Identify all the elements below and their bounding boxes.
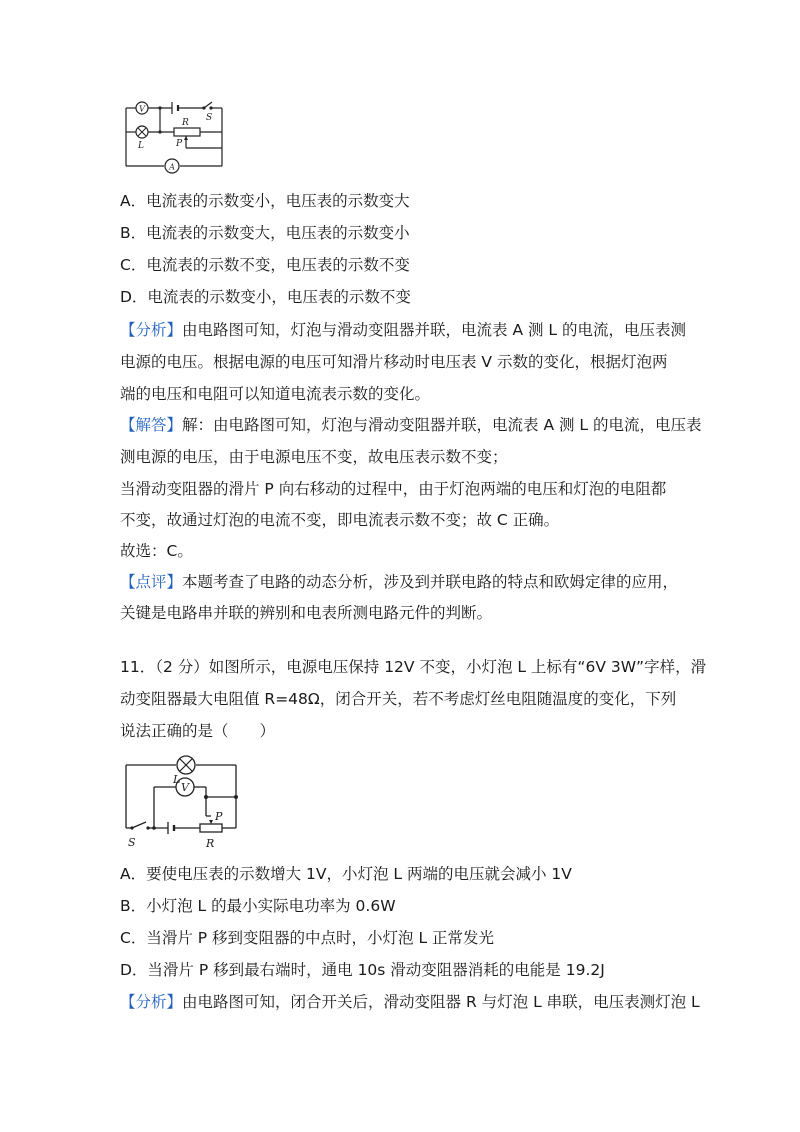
circuit-diagram-2 [118, 752, 248, 852]
q10-solution-line-4: 不变，故通过灯泡的电流不变，即电流表示数不变；故 C 正确。 [120, 511, 560, 529]
q10-option-a: A．电流表的示数变小，电压表的示数变大 [120, 192, 410, 210]
q10-solution-line-5: 故选：C。 [120, 542, 193, 560]
q10-analysis-line-1: 【分析】由电路图可知，灯泡与滑动变阻器并联，电流表 A 测 L 的电流，电压表测 [120, 321, 686, 339]
analysis-tag: 【分析】 [120, 321, 183, 339]
q10-option-b: B．电流表的示数变大，电压表的示数变小 [120, 224, 410, 242]
voltmeter-label: V [181, 781, 189, 794]
slider-label: P [215, 810, 223, 823]
q10-solution-line-3: 当滑动变阻器的滑片 P 向右移动的过程中，由于灯泡两端的电压和灯泡的电阻都 [120, 480, 667, 498]
q10-solution-line-2: 测电源的电压，由于电源电压不变，故电压表示数不变； [120, 448, 508, 466]
lamp-icon [136, 126, 148, 138]
circuit-diagram-1 [118, 96, 238, 176]
resistor-label: R [182, 118, 189, 128]
q10-option-c: C．电流表的示数不变，电压表的示数不变 [120, 256, 410, 274]
comment-tag: 【点评】 [120, 573, 183, 591]
q11-option-b: B．小灯泡 L 的最小实际电功率为 0.6W [120, 897, 396, 915]
ammeter-label: A [169, 162, 175, 172]
q11-analysis-line-1: 【分析】由电路图可知，闭合开关后，滑动变阻器 R 与灯泡 L 串联，电压表测灯泡 L [120, 993, 700, 1011]
analysis-tag: 【分析】 [120, 993, 183, 1011]
solution-tag: 【解答】 [120, 416, 183, 434]
q11-stem-line-1: 11．（2 分）如图所示，电源电压保持 12V 不变，小灯泡 L 上标有“6V 3W”字样，滑 [120, 658, 707, 676]
q10-analysis-line-2: 电源的电压。根据电源的电压可知滑片移动时电压表 V 示数的变化，根据灯泡两 [120, 353, 668, 371]
q11-stem-line-2: 动变阻器最大电阻值 R=48Ω，闭合开关，若不考虑灯丝电阻随温度的变化，下列 [120, 690, 677, 708]
q11-option-c: C．当滑片 P 移到变阻器的中点时，小灯泡 L 正常发光 [120, 929, 495, 947]
switch-label: S [128, 836, 136, 849]
lamp-label: L [138, 141, 144, 151]
q10-option-d: D．电流表的示数变小，电压表的示数不变 [120, 288, 411, 306]
q10-solution-line-1: 【解答】解：由电路图可知，灯泡与滑动变阻器并联，电流表 A 测 L 的电流，电压表 [120, 416, 702, 434]
q10-comment-line-1: 【点评】本题考查了电路的动态分析，涉及到并联电路的特点和欧姆定律的应用， [120, 573, 679, 591]
q11-stem-line-3: 说法正确的是（ ） [120, 722, 276, 740]
resistor-label: R [206, 837, 215, 850]
voltmeter-label: V [139, 104, 145, 114]
q11-option-a: A．要使电压表的示数增大 1V，小灯泡 L 两端的电压就会减小 1V [120, 865, 572, 883]
switch-label: S [206, 113, 213, 123]
slider-label: P [176, 139, 183, 149]
q10-comment-line-2: 关键是电路串并联的辨别和电表所测电路元件的判断。 [120, 604, 493, 622]
q11-option-d: D．当滑片 P 移到最右端时，通电 10s 滑动变阻器消耗的电能是 19.2J [120, 961, 605, 979]
lamp-icon [177, 756, 195, 774]
lamp-label: L [173, 773, 181, 786]
q10-analysis-line-3: 端的电压和电阻可以知道电流表示数的变化。 [120, 385, 431, 403]
